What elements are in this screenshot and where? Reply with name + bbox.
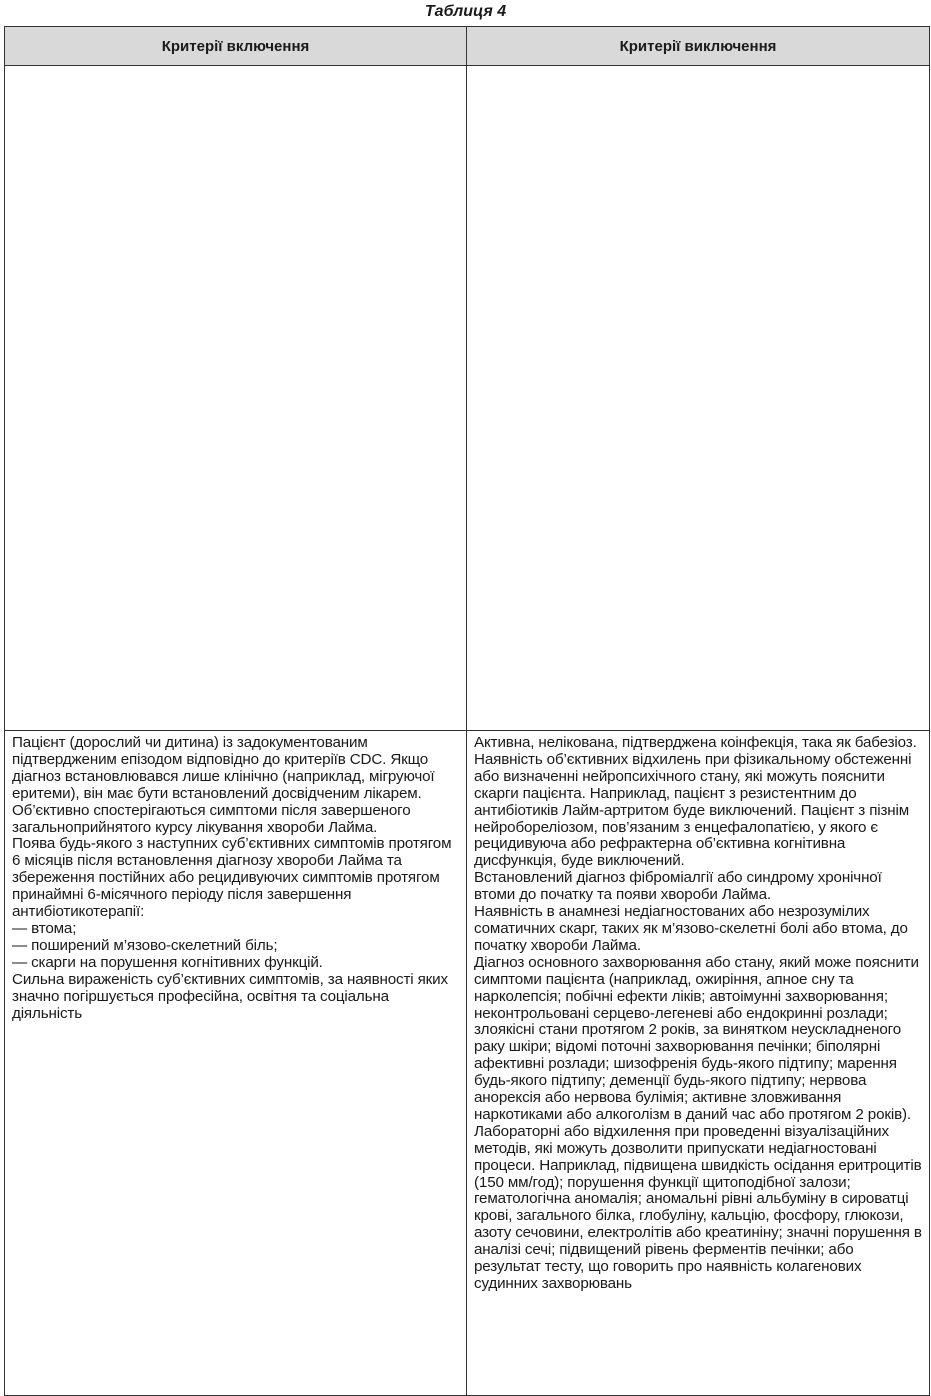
inclusion-item: Поява будь-якого з наступних суб’єктивних симптомів протягом 6 місяців після встановлення діагнозу хвороби Лайма та збереження постійних або рецидивуючих симптомів протягом принаймні 6-місячного періоду після завершення антибіотикотерапії:: [12, 835, 452, 921]
inclusion-item: Об’єктивно спостерігаються симптоми після завершеного загальноприйнятого курсу лікування хвороби Лайма.: [12, 801, 411, 836]
inclusion-bullet: — скарги на порушення когнітивних функцій.: [12, 953, 323, 971]
exclusion-item: Наявність об’єктивних відхилень при фізикальному обстеженні або визначенні нейропсихічного стану, які можуть пояснити скарги пацієнта. Наприклад, пацієнт з резистентним до антибіотиків Лайм-артритом буде виключений. Пацієнт з пізнім нейробореліозом, пов’язаним з енцефалопатією, у якого є рецидивуюча або рефрактерна об’єктивна когнітивна дисфункція, буде виключений.: [474, 750, 912, 870]
inclusion-item: Сильна вираженість суб’єктивних симптомів, за наявності яких значно погіршується професійна, освітня та соціальна діяльність: [12, 970, 448, 1022]
inclusion-bullet: — втома;: [12, 919, 77, 937]
exclusion-item: Лабораторні або відхилення при проведенні візуалізаційних методів, які можуть дозволити припускати недіагностовані процеси. Наприклад, підвищена швидкість осідання еритроцитів (150 мм/год); порушення функції щитоподібної залози; гематологічна аномалія; аномальні рівні альбуміну в сироватці крові, загального білка, глобуліну, кальцію, фосфору, глюкози, азоту сечовини, електролітів або креатиніну; значні порушення в аналізі сечі; підвищений рівень ферментів печінки; або результат тесту, що говорить про наявність колагенових судинних захворювань: [474, 1122, 922, 1292]
exclusion-header: Критерії виключення: [467, 27, 930, 66]
inclusion-cell: [5, 731, 467, 1396]
table-caption: Таблиця 4: [424, 3, 507, 20]
header-row: [5, 27, 930, 66]
exclusion-item: Наявність в анамнезі недіагностованих або незрозумілих соматичних скарг, таких як м’язово-скелетні болі або втома, до початку хвороби Лайма.: [474, 903, 908, 954]
inclusion-header: Критерії включення: [5, 27, 467, 66]
spacer-row: [5, 66, 930, 731]
exclusion-item: Діагноз основного захворювання або стану, який може пояснити симптоми пацієнта (наприклад, ожиріння, апное сну та нарколепсія; побічні ефекти ліків; автоімунні захворювання; неконтрольовані серцево-легеневі або ендокринні розлади; злоякісні стани протягом 2 років, за винятком неускладненого раку шкіри; відомі поточні захворювання печінки; біполярні афективні розлади; шизофренія будь-якого підтипу; марення будь-якого підтипу; деменції будь-якого підтипу; нервова анорексія або нервова булімія; активне зловживання наркотиками або алкоголізм в даний час або протягом 2 років).: [474, 953, 919, 1123]
exclusion-cell: [467, 731, 930, 1396]
inclusion-item: Пацієнт (дорослий чи дитина) із задокументованим підтвердженим епізодом відповідно до критеріїв CDC. Якщо діагноз встановлювався лише клінічно (наприклад, мігруючої еритеми), він має бути встановлений досвідченим лікарем.: [12, 734, 435, 802]
exclusion-item: Встановлений діагноз фіброміалгії або синдрому хронічної втоми до початку та появи хвороби Лайма.: [474, 869, 882, 904]
criteria-row: [5, 731, 930, 1396]
exclusion-item: Активна, нелікована, підтверджена коінфекція, така як бабезіоз.: [474, 734, 917, 751]
inclusion-bullet: — поширений м’язово-скелетний біль;: [12, 936, 278, 954]
criteria-table: [4, 26, 930, 1396]
